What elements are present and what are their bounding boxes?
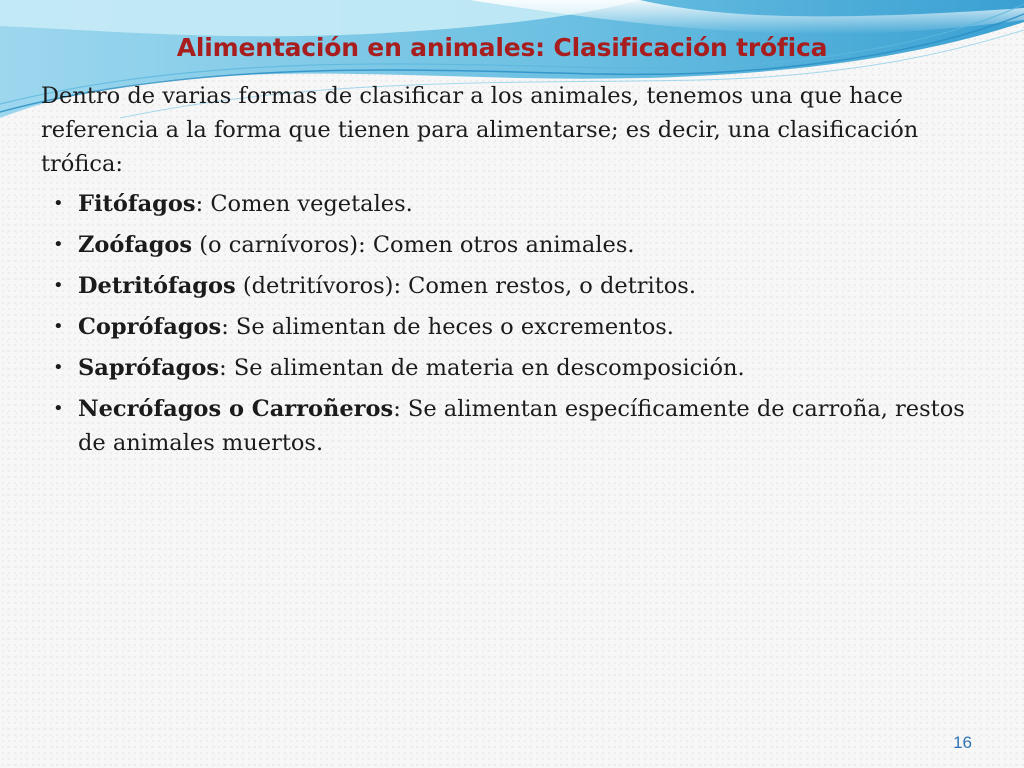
bullet-icon: • [53,234,64,255]
list-item-zoofagos [41,228,971,262]
term-description: : Se alimentan específicamente de carroña, restos de animales muertos. [78,396,965,456]
list-item-necrofagos [41,392,971,460]
term-label: Necrófagos o Carroñeros [78,396,394,422]
bullet-icon: • [53,357,64,378]
intro-paragraph: Dentro de varias formas de clasificar a los animales, tenemos una que hace referencia a la forma que tienen para alimentarse; es decir, una clasificación trófica: [41,83,919,177]
trophic-classification-list [41,187,971,460]
list-item-fitofagos [41,187,971,221]
term-description: : Se alimentan de heces o excrementos. [221,314,674,340]
list-item-saprofagos [41,351,971,385]
term-label: Saprófagos [78,355,220,381]
page-number: 16 [953,733,972,752]
term-label: Detritófagos [78,273,236,299]
bullet-icon: • [53,193,64,214]
slide-content [41,79,971,467]
bullet-icon: • [53,275,64,296]
bullet-icon: • [53,398,64,419]
term-label: Fitófagos [78,191,196,217]
term-label: Zoófagos [78,232,193,258]
term-description: (detritívoros): Comen restos, o detritos. [235,273,696,299]
bullet-icon: • [53,316,64,337]
term-description: : Se alimentan de materia en descomposición. [219,355,745,381]
term-label: Coprófagos [78,314,222,340]
term-description: (o carnívoros): Comen otros animales. [192,232,635,258]
slide-title: Alimentación en animales: Clasificación trófica [176,33,828,62]
term-description: : Comen vegetales. [195,191,413,217]
list-item-coprofagos [41,310,971,344]
list-item-detritofagos [41,269,971,303]
